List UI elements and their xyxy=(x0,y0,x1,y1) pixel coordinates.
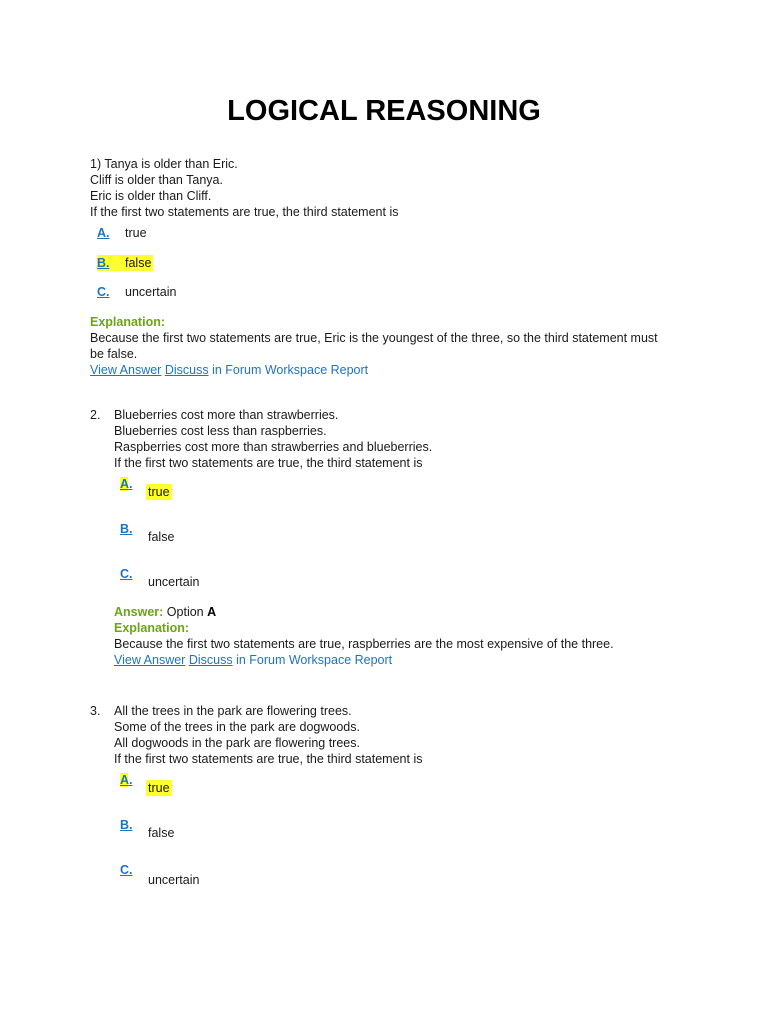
question-1 xyxy=(90,156,690,378)
question-line: If the first two statements are true, the third statement is xyxy=(114,752,423,766)
question-3 xyxy=(114,703,714,908)
explanation-text: Because the first two statements are true, raspberries are the most expensive of the three. xyxy=(114,637,614,651)
explanation-text: Because the first two statements are true, Eric is the youngest of the three, so the third statement must be false. xyxy=(90,330,658,361)
option-b-text: false xyxy=(148,530,175,544)
option-b xyxy=(120,818,714,863)
discuss-link[interactable]: Discuss xyxy=(188,653,233,667)
question-line: 1) Tanya is older than Eric. xyxy=(90,157,238,171)
question-line: Eric is older than Cliff. xyxy=(90,189,212,203)
answer-label: Answer: xyxy=(114,605,164,619)
option-b-text: false xyxy=(125,255,152,270)
option-b-link[interactable]: B. xyxy=(97,255,123,271)
question-line: If the first two statements are true, the third statement is xyxy=(114,456,423,470)
explanation-label: Explanation: xyxy=(90,314,166,329)
question-line: Some of the trees in the park are dogwoods. xyxy=(114,720,360,734)
option-c-text: uncertain xyxy=(148,575,200,589)
option-a-text: true xyxy=(148,485,170,499)
view-answer-link[interactable]: View Answer xyxy=(114,653,186,667)
forum-text: in Forum Workspace Report xyxy=(208,362,369,377)
option-c-link[interactable]: C. xyxy=(120,567,133,581)
option-c xyxy=(97,284,690,314)
option-c-link[interactable]: C. xyxy=(120,863,133,877)
option-c-text: uncertain xyxy=(148,873,200,887)
question-2-number: 2. xyxy=(90,408,101,422)
option-b-link[interactable]: B. xyxy=(120,818,133,832)
option-a-text: true xyxy=(148,781,170,795)
page-title: LOGICAL REASONING xyxy=(227,95,541,127)
option-c-link[interactable]: C. xyxy=(97,285,110,299)
question-line: Blueberries cost less than raspberries. xyxy=(114,424,327,438)
option-a xyxy=(120,773,714,818)
question-line: Cliff is older than Tanya. xyxy=(90,173,223,187)
question-line: If the first two statements are true, the third statement is xyxy=(90,205,399,219)
question-3-number: 3. xyxy=(90,704,101,718)
view-answer-link[interactable]: View Answer xyxy=(90,362,162,377)
option-a xyxy=(97,225,690,255)
answer-links xyxy=(90,362,690,378)
option-a-text: true xyxy=(125,226,147,240)
option-b-link[interactable]: B. xyxy=(120,522,133,536)
question-line: Raspberries cost more than strawberries and blueberries. xyxy=(114,440,433,454)
option-a-link[interactable]: A. xyxy=(97,226,110,240)
question-line: All the trees in the park are flowering trees. xyxy=(114,704,352,718)
question-2 xyxy=(114,407,714,668)
discuss-link[interactable]: Discuss xyxy=(164,362,209,377)
options-list xyxy=(114,477,714,604)
answer-line xyxy=(114,604,714,620)
question-line: Blueberries cost more than strawberries. xyxy=(114,408,339,422)
option-a-link[interactable]: A. xyxy=(120,477,133,491)
option-c xyxy=(120,567,714,604)
answer-prefix: Option xyxy=(163,605,208,619)
options-list xyxy=(97,225,690,314)
option-b xyxy=(120,522,714,567)
options-list xyxy=(114,773,714,908)
option-a xyxy=(120,477,714,522)
explanation-label: Explanation: xyxy=(114,621,190,635)
question-line: All dogwoods in the park are flowering trees. xyxy=(114,736,360,750)
option-c xyxy=(120,863,714,908)
answer-value: A xyxy=(207,605,217,619)
option-c-text: uncertain xyxy=(125,285,177,299)
option-a-link[interactable]: A. xyxy=(120,773,133,787)
option-b xyxy=(97,255,690,285)
answer-links xyxy=(114,652,714,668)
option-b-text: false xyxy=(148,826,175,840)
forum-text: in Forum Workspace Report xyxy=(232,653,393,667)
